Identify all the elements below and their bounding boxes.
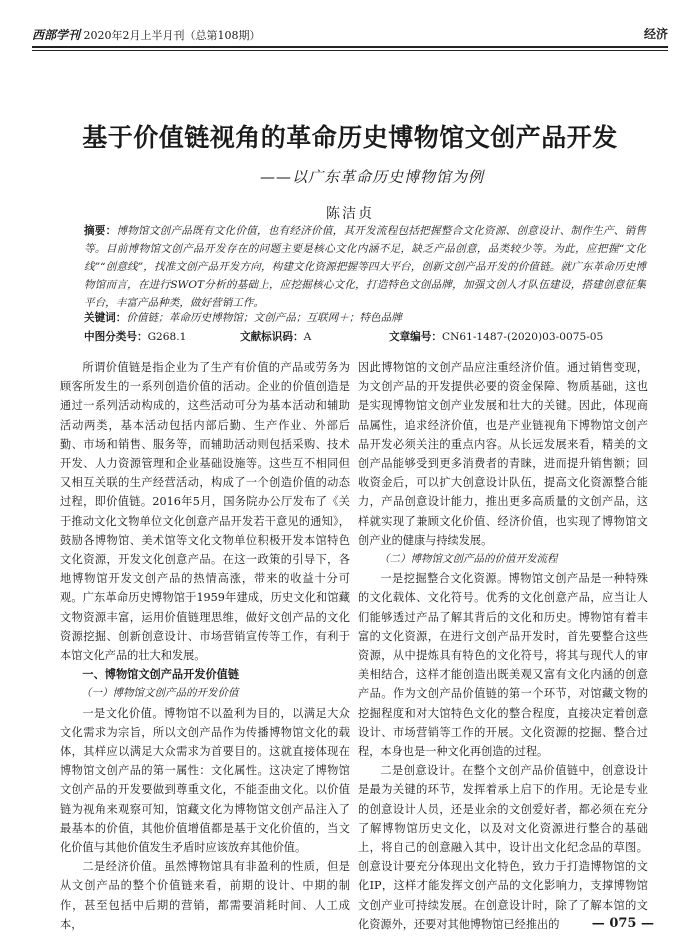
header-rule-thin [32, 50, 668, 51]
body-paragraph: 一是文化价值。博物馆不以盈利为目的，以满足大众文化需求为宗旨，所以文创产品作为传播博物馆文化的载体，其样应以满足大众需求为首要目的。这就直接体现在博物馆文创产品的第一属性：文化属性。这决定了博物馆文创产品的开发要做到尊重文化，不能歪曲文化。以价值链为视角来观察可知，馆藏文化为博物馆文创产品注入了最基本的价值，其他价值增值都是基于文化价值的，当文化价值与其他价值发生矛盾时应该放弃其他价值。 [60, 706, 350, 855]
body-paragraph: 一是挖掘整合文化资源。博物馆文创产品是一种特殊的文化载体、文化符号。优秀的文化创意产品，应当让人们能够透过产品了解其背后的文化和历史。博物馆有着丰富的文化资源，在进行文创产品开发时，首先要整合这些资源，从中提炼具有特色的文化符号，将其与现代人的审美相结合，这样才能创造出既美观又富有文化内涵的创意产品。作为文创产品价值链的第一个环节，对馆藏文物的挖掘程度和对大馆特色文化的整合程度，直接决定着创意设计、市场营销等工作的开展。文化资源的挖掘、整合过程，本身也是一种文化再创造的过程。 [358, 572, 648, 759]
section-label: 经济 [643, 27, 668, 41]
abstract-label: 摘要： [84, 225, 117, 237]
keywords-label: 关键词： [84, 312, 127, 324]
clc-number: 中图分类号：G268.1 [84, 331, 187, 343]
subsection-heading: （一）博物馆文创产品的开发价值 [81, 687, 239, 700]
author-name: 陈洁贞 [326, 206, 374, 222]
page-number: — 075 — [591, 916, 654, 931]
document-code: 文献标识码：A [240, 331, 312, 343]
right-column [358, 358, 648, 934]
journal-issue: 2020年2月上半月刊（总第108期） [83, 29, 261, 42]
section-heading: 一、博物馆文创产品开发价值链 [82, 667, 240, 682]
abstract-text: 博物馆文创产品既有文化价值，也有经济价值，其开发流程包括把握整合文化资源、创意设计、制作生产、销售等。目前博物馆文创产品开发存在的问题主要是核心文化内涵不足，缺乏产品创意，品类较少等。为此，应把握“文化线”“创意线”，找准文创产品开发方向，构建文化资源把握等四大平台，创新文创产品开发的价值链。就广东革命历史博物馆而言，在进行SWOT分析的基础上，应挖掘核心文化，打造特色文创品牌，加强文创人才队伍建设，搭建创意征集平台，丰富产品种类，做好营销工作。 [84, 225, 646, 309]
body-paragraph: 二是创意设计。在整个文创产品价值链中，创意设计是最为关键的环节，发挥着承上启下的作用。无论是专业的创意设计人员，还是业余的文创爱好者，都必须在充分了解博物馆历史文化，以及对文化资源进行整合的基础上，将自己的创意融入其中，设计出文化纪念品的草图。创意设计要充分体现出文化特色，致力于打造博物馆的文化IP，这样才能发挥文创产品的文化影响力，支撑博物馆文创产业可持续发展。在创意设计时，除了了解本馆的文化资源外，还要对其他博物馆已经推出的 [358, 764, 648, 931]
article-number: 文章编号：CN61-1487-(2020)03-0075-05 [389, 331, 604, 343]
abstract [84, 222, 646, 312]
article-title: 基于价值链视角的革命历史博物馆文创产品开发 [82, 123, 618, 152]
journal-name: 西部学刊 [32, 28, 81, 42]
keywords-text: 价值链；革命历史博物馆；文创产品；互联网＋；特色品牌 [126, 312, 402, 324]
header-rule-thick [32, 46, 668, 48]
subsection-heading: （二）博物馆文创产品的价值开发流程 [379, 553, 558, 566]
article-subtitle: ——以广东革命历史博物馆为例 [260, 168, 485, 186]
keywords [84, 309, 646, 327]
running-header [32, 22, 668, 44]
body-paragraph: 二是经济价值。虽然博物馆具有非盈利的性质，但是从文创产品的整个价值链来看，前期的设计、中期的制作，甚至包括中后期的营销，都需要消耗时间、人工成本， [60, 860, 350, 931]
body-paragraph: 所谓价值链是指企业为了生产有价值的产品或劳务为顾客所发生的一系列创造价值的活动。企业的价值创造是通过一系列活动构成的，这些活动可分为基本活动和辅助活动两类，基本活动包括内部后勤、生产作业、外部后勤、市场和销售、服务等，而辅助活动则包括采购、技术开发、人力资源管理和企业基础设施等。这些互不相同但又相互关联的生产经营活动，构成了一个创造价值的动态过程，即价值链。2016年5月，国务院办公厅发布了《关于推动文化文物单位文化创意产品开发若干意见的通知》，鼓励各博物馆、美术馆等文化文物单位积极开发本馆特色文化资源，开发文化创意产品。在这一政策的引导下，各地博物馆开发文创产品的热情高涨，带来的收益十分可观。广东革命历史博物馆于1959年建成，历史文化和馆藏文物资源丰富，运用价值链理思维，做好文创产品的文化资源挖掘、创新创意设计、市场营销宣传等工作，有利于本馆文化产品的壮大和发展。 [60, 361, 350, 663]
body-paragraph: 因此博物馆的文创产品应注重经济价值。通过销售变现，为文创产品的开发提供必要的资金保障、物质基础，这也是实现博物馆文创产业发展和壮大的关键。因此，体现商品属性，追求经济价值，也是产业链视角下博物馆文创产品开发必须关注的重点内容。从长远发展来看，精美的文创产品能够受到更多消费者的青睐，进而提升销售额；回收资金后，可以扩大创意设计队伍，提高文化资源整合能力，产品创意设计能力，推出更多高质量的文创产品，这样就实现了兼顾文化价值、经济价值，也实现了博物馆文创产业的健康与持续发展。 [358, 361, 648, 547]
left-column [60, 358, 350, 934]
